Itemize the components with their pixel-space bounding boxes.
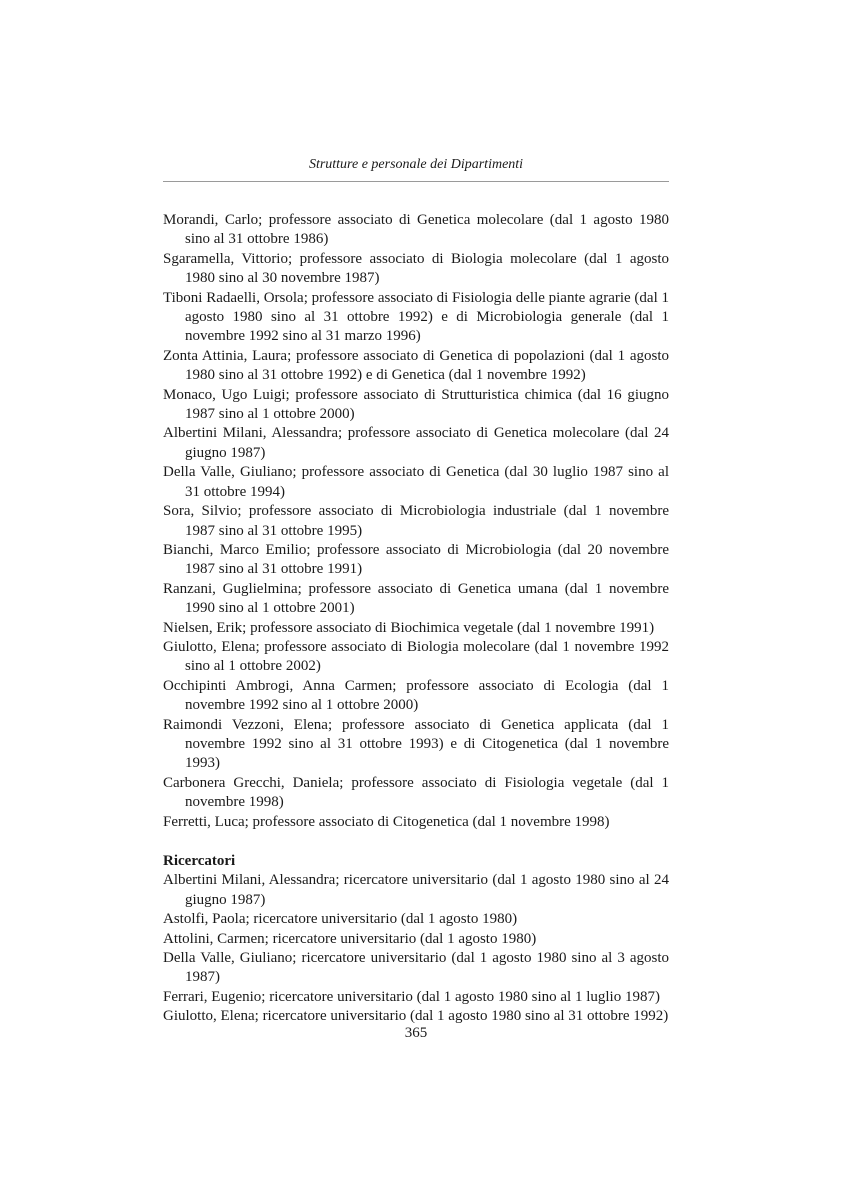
list-item: Sora, Silvio; professore associato di Microbiologia industriale (dal 1 novembre 1987 sino al 31 ottobre 1995) [163,503,669,539]
list-item: Nielsen, Erik; professore associato di Biochimica vegetale (dal 1 novembre 1991) [163,619,655,636]
page-number: 365 [404,1025,428,1041]
list-item: Tiboni Radaelli, Orsola; professore associato di Fisiologia delle piante agrarie (dal 1 agosto 1980 sino al 31 ottobre 1992) e di Microbiologia generale (dal 1 novembre 1992 sino al 31 marzo 1996) [163,289,669,345]
list-item: Monaco, Ugo Luigi; professore associato di Strutturistica chimica (dal 16 giugno 1987 sino al 1 ottobre 2000) [163,386,669,423]
list-item: Astolfi, Paola; ricercatore universitario (dal 1 agosto 1980) [163,911,518,928]
list-item: Albertini Milani, Alessandra; professore associato di Genetica molecolare (dal 24 giugno 1987) [163,425,669,461]
list-item: Giulotto, Elena; professore associato di Biologia molecolare (dal 1 novembre 1992 sino al 1 ottobre 2002) [163,638,669,675]
list-item: Morandi, Carlo; professore associato di Genetica molecolare (dal 1 agosto 1980 sino al 31 ottobre 1986) [163,212,669,248]
list-item: Raimondi Vezzoni, Elena; professore associato di Genetica applicata (dal 1 novembre 1992 sino al 31 ottobre 1993) e di Citogenetica (dal 1 novembre 1993) [163,716,669,772]
list-item: Della Valle, Giuliano; ricercatore universitario (dal 1 agosto 1980 sino al 3 agosto 1987) [163,950,669,986]
list-item: Bianchi, Marco Emilio; professore associato di Microbiologia (dal 20 novembre 1987 sino al 31 ottobre 1991) [163,541,669,578]
running-header: Strutture e personale dei Dipartimenti [163,153,669,182]
list-item: Ferretti, Luca; professore associato di Citogenetica (dal 1 novembre 1998) [163,813,610,830]
list-item: Ranzani, Guglielmina; professore associato di Genetica umana (dal 1 novembre 1990 sino al 1 ottobre 2001) [163,580,669,617]
list-item: Della Valle, Giuliano; professore associato di Genetica (dal 30 luglio 1987 sino al 31 ottobre 1994) [163,464,669,500]
list-item: Albertini Milani, Alessandra; ricercatore universitario (dal 1 agosto 1980 sino al 24 giugno 1987) [163,872,669,908]
list-item: Ferrari, Eugenio; ricercatore universitario (dal 1 agosto 1980 sino al 1 luglio 1987) [163,988,660,1005]
list-item: Zonta Attinia, Laura; professore associato di Genetica di popolazioni (dal 1 agosto 1980 sino al 31 ottobre 1992) e di Genetica (dal 1 novembre 1992) [163,347,669,384]
list-item: Attolini, Carmen; ricercatore universitario (dal 1 agosto 1980) [163,930,537,947]
list-item: Carbonera Grecchi, Daniela; professore associato di Fisiologia vegetale (dal 1 novembre 1998) [163,774,669,811]
document-body [163,211,669,1027]
list-item: Sgaramella, Vittorio; professore associato di Biologia molecolare (dal 1 agosto 1980 sino al 30 novembre 1987) [163,250,669,287]
list-item: Giulotto, Elena; ricercatore universitario (dal 1 agosto 1980 sino al 31 ottobre 1992) [163,1008,669,1025]
section-title-ricercatori: Ricercatori [163,853,236,869]
list-item: Occhipinti Ambrogi, Anna Carmen; professore associato di Ecologia (dal 1 novembre 1992 sino al 1 ottobre 2000) [163,677,669,714]
